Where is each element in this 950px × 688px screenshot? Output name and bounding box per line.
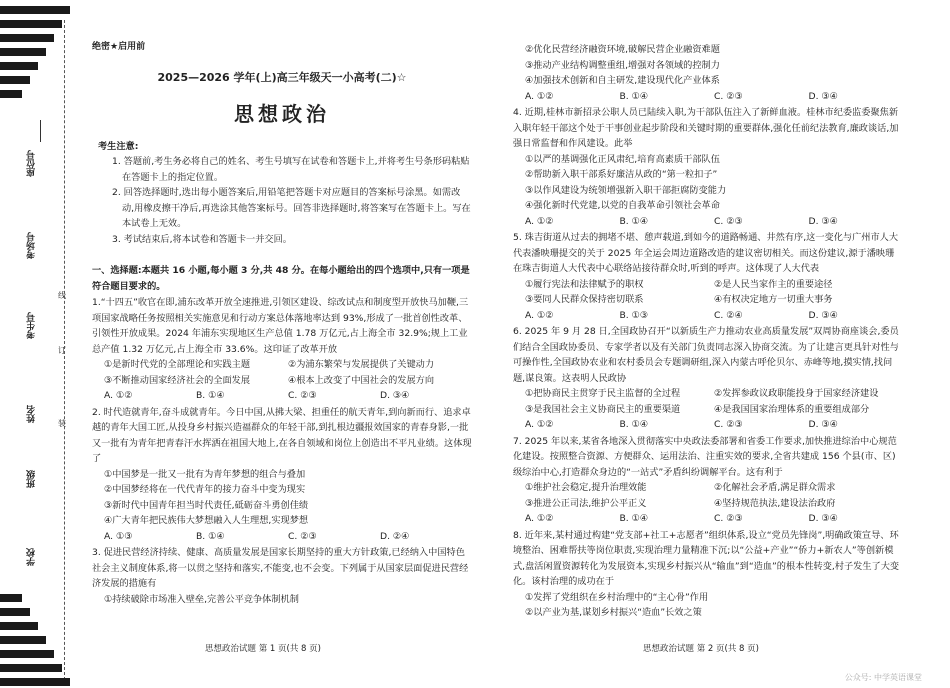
statement-row [525, 480, 903, 496]
question-3 [92, 545, 472, 607]
fill-line [40, 120, 41, 142]
choice-b[interactable]: B. ①④ [196, 390, 225, 401]
statement: ①持续破除市场准入壁垒,完善公平竞争体制机制 [104, 593, 299, 605]
statement-row [525, 386, 903, 402]
question-4 [513, 105, 903, 229]
confidential-mark: 绝密★启用前 [92, 42, 146, 52]
stripe [0, 664, 62, 672]
statement: ①以严的基调强化正风肃纪,培育高素质干部队伍 [525, 153, 720, 165]
stripe [0, 608, 30, 616]
question-stem: 3. 促进民营经济持续、健康、高质量发展是国家长期坚持的重大方针政策,已经纳入中国特色社会主义制度体系,将一以贯之坚持和落实,不能变,也不会变。下列属于从国家层面促进民营经济发展的措施有 [92, 547, 469, 589]
statement: ③要同人民群众保持密切联系 [525, 294, 644, 305]
choice-row [525, 511, 903, 527]
binding-dashed-line [64, 20, 65, 680]
statement: ①履行宪法和法律赋予的职权 [525, 278, 644, 290]
exam-title: 2025—2026 学年(上)高三年级天一小高考(二)☆ [157, 70, 407, 84]
statement: ④根本上改变了中国社会的发展方向 [288, 374, 435, 386]
stripe [0, 678, 70, 686]
statement: ③新时代中国青年担当时代责任,砥砺奋斗勇创佳绩 [104, 499, 309, 511]
question-8 [513, 528, 903, 621]
choice-d[interactable]: D. ③④ [808, 513, 838, 524]
choice-d[interactable]: D. ③④ [808, 309, 838, 321]
stripe [0, 622, 38, 630]
statement-row [104, 357, 472, 373]
statement: ①是新时代党的全部理论和实践主题 [104, 359, 251, 370]
question-6 [513, 324, 903, 433]
choice-row [104, 388, 472, 404]
choice-a[interactable]: A. ①③ [104, 530, 133, 542]
statement: ③是我国社会主义协商民主的重要渠道 [525, 403, 681, 415]
choice-c[interactable]: C. ②③ [288, 390, 317, 401]
statement: ②为浦东繁荣与发展提供了关键动力 [288, 359, 435, 370]
notes-heading: 考生注意: [98, 140, 139, 152]
choice-c[interactable]: C. ②③ [288, 530, 317, 542]
seat-number-label: 座位号 [27, 150, 37, 177]
statement: ③以作风建设为统领增强新入职干部拒腐防变能力 [525, 184, 727, 196]
statement: ②发挥参政议政职能投身于国家经济建设 [714, 388, 879, 399]
choice-d[interactable]: D. ②④ [380, 530, 410, 542]
choice-c[interactable]: C. ②③ [714, 513, 743, 524]
stripe [0, 594, 22, 602]
school-label: 学校 [27, 548, 37, 566]
question-1 [92, 295, 472, 404]
stripe [0, 6, 70, 14]
name-label: 姓名 [27, 405, 37, 423]
choice-d[interactable]: D. ③④ [380, 390, 410, 401]
statement-row [525, 496, 903, 512]
question-stem: 4. 近期,桂林市新招录公职人员已陆续入职,为干部队伍注入了新鲜血液。桂林市纪委监委聚焦新入职年轻干部这个处于干事创业起步阶段和关键时期的重要群体,强化任前纪法教育,廉政谈话,加强日常监督和作风建设。此举 [513, 107, 899, 149]
stripe [0, 76, 30, 84]
choice-a[interactable]: A. ①② [525, 419, 554, 430]
stripe [0, 20, 62, 28]
question-7 [513, 434, 903, 527]
statement: ④有权决定地方一切重大事务 [714, 294, 833, 305]
section-heading: 一、选择题:本题共 16 小题,每小题 3 分,共 48 分。在每小题给出的四个选项中,只有一项是符合题目要求的。 [92, 265, 470, 292]
stripe [0, 34, 54, 42]
page-footer-left: 思想政治试题 第 1 页(共 8 页) [205, 644, 321, 654]
question-stem: 2. 时代造就青年,奋斗成就青年。今日中国,从拂大梁、担重任的航天青年,到向新而行、追求卓越的青年大国工匠,从投身乡村振兴造福群众的年轻干部,到扎根边疆报效国家的青春身影,一批又一批有为青年把青春汗水挥洒在祖国大地上,在各自领域和岗位上创造出不平凡业绩。这体现了 [92, 406, 472, 464]
choice-a[interactable]: A. ①② [525, 309, 554, 321]
choice-c[interactable]: C. ②④ [714, 309, 743, 321]
statement: ④广大青年把民族伟大梦想融入人生理想,实现梦想 [104, 515, 309, 526]
choice-b[interactable]: B. ①③ [619, 309, 649, 321]
statement: ③推进公正司法,维护公平正义 [525, 497, 647, 509]
statement-row [104, 373, 472, 389]
statement: ②帮助新入职干部系好廉洁从政的“第一粒扣子” [525, 169, 718, 180]
choice-b[interactable]: B. ①④ [619, 90, 649, 102]
binding-mark-line: 线 [58, 291, 66, 300]
choice-b[interactable]: B. ①④ [619, 419, 649, 430]
statement: ①维护社会稳定,提升治理效能 [525, 482, 647, 493]
statement: ③推动产业结构调整重组,增强对各领域的控制力 [525, 59, 720, 71]
choice-row [525, 417, 903, 433]
choice-row [104, 529, 472, 545]
question-stem: 1.“十四五”收官在即,浦东改革开放全速推进,引领区建设、综改试点和制度型开放快马加鞭,三项国家战略任务按照相关实施意见和行动方案总体落地率达到 93%,形成了一批首创性改革、引领性开放成果。2024 年浦东实现地区生产总值 1.78 万亿元,占上海全市 32.9%;规上工业总产值 1.32 万亿元,占上海全市 33.6%。这印证了改革开放 [92, 297, 469, 355]
binding-margin [0, 0, 70, 688]
choice-a[interactable]: A. ①② [525, 90, 554, 102]
choice-b[interactable]: B. ①④ [619, 513, 649, 524]
statement: ④是我国国家治理体系的重要组成部分 [714, 403, 870, 415]
statement: ④加强技术创新和自主研发,建设现代化产业体系 [525, 75, 720, 86]
choice-d[interactable]: D. ③④ [808, 419, 838, 430]
watermark: 公众号: 中学英语课堂 [844, 673, 922, 682]
question-stem: 8. 近年来,某村通过构建“党支部+社工+志愿者”组织体系,设立“党员先锋岗”,明确政策宣导、环境整治、困难帮扶等岗位职责,实现治理力量精准下沉;以“公益+产业”“侨力+新农人”等创新模式,盘活闲置资源转化为发展资本,实现乡村振兴从“输血”到“造血”的根本性转变,村子发生了大变化。该村治理的成功在于 [513, 529, 900, 587]
choice-row [525, 214, 903, 230]
page-2 [513, 42, 903, 621]
choice-d[interactable]: D. ③④ [808, 215, 838, 227]
question-stem: 6. 2025 年 9 月 28 日,全国政协召开“以新质生产力推动农业高质量发展”双周协商座谈会,委员们结合全国政协委员、专家学者以及有关部门负责同志深入协商交流。为了让建言更具针对性与可操作性,全国政协农业和农村委员会专题调研组,深入内蒙古呼伦贝尔、赤峰等地,摸实情,找问题,谋良策。这表明人民政协 [513, 326, 899, 384]
choice-row [525, 89, 903, 105]
statement: ③不断推动国家经济社会的全面发展 [104, 374, 251, 386]
exam-room-label: 考场号 [27, 232, 37, 259]
statement-row [525, 277, 903, 293]
page-1 [92, 40, 472, 607]
note-item: 3. 考试结束后,将本试卷和答题卡一并交回。 [112, 233, 292, 245]
choice-c[interactable]: C. ②③ [714, 419, 743, 430]
statement: ①把协商民主贯穿于民主监督的全过程 [525, 388, 681, 399]
statement: ④坚持规范执法,建设法治政府 [714, 497, 836, 509]
statement: ②以产业为基,谋划乡村振兴“造血”长效之策 [525, 607, 702, 618]
note-item: 2. 回答选择题时,选出每小题答案后,用铅笔把答题卡对应题目的答案标号涂黑。如需改动,用橡皮擦干净后,再选涂其他答案标号。回答非选择题时,将答案写在答题卡上。写在本试卷上无效。 [112, 187, 471, 229]
statement: ①发挥了党组织在乡村治理中的“主心骨”作用 [525, 591, 709, 603]
stripe [0, 62, 38, 70]
statement-row [525, 402, 903, 418]
choice-b[interactable]: B. ①④ [196, 530, 225, 542]
choice-d[interactable]: D. ③④ [808, 90, 838, 102]
statement: ④强化新时代党建,以党的自我革命引领社会革命 [525, 200, 720, 211]
choice-a[interactable]: A. ①② [104, 390, 133, 401]
examinee-number-label: 考生号 [27, 312, 37, 339]
stripe [0, 636, 46, 644]
question-stem: 7. 2025 年以来,某省各地深入贯彻落实中央政法委部署和省委工作要求,加快推进综治中心规范化建设。按照整合资源、方便群众、运用法治、注重实效的要求,全省共建成 156 个县(市、区)级综治中心,打造群众身边的“一站式”矛盾纠纷调解平台。这有利于 [513, 435, 897, 478]
choice-row [525, 308, 903, 324]
statement-row [525, 292, 903, 308]
statement: ①中国梦是一批又一批有为青年梦想的组合与叠加 [104, 468, 306, 480]
page-footer-right: 思想政治试题 第 2 页(共 8 页) [643, 644, 759, 654]
statement: ②是人民当家作主的重要途径 [714, 278, 833, 290]
class-label: 班级 [27, 470, 37, 488]
note-item: 1. 答题前,考生务必将自己的姓名、考生号填写在试卷和答题卡上,并将考生号条形码粘贴在答题卡上的指定位置。 [112, 156, 470, 183]
choice-c[interactable]: C. ②③ [714, 215, 743, 227]
subject-title: 思想政治 [234, 102, 330, 126]
question-5 [513, 230, 903, 323]
stripe [0, 650, 54, 658]
statement: ②化解社会矛盾,满足群众需求 [714, 482, 836, 493]
statement: ②优化民营经济融资环境,破解民营企业融资难题 [525, 44, 720, 55]
stripe [0, 48, 46, 56]
choice-c[interactable]: C. ②③ [714, 90, 743, 102]
stripe [0, 90, 22, 98]
choice-a[interactable]: A. ①② [525, 215, 554, 227]
binding-mark-order: 订 [58, 346, 66, 355]
choice-a[interactable]: A. ①② [525, 513, 554, 524]
question-2 [92, 405, 472, 545]
binding-mark-bind: 装 [58, 419, 66, 428]
question-stem: 5. 珠吉街道从过去的拥堵不堪、憩声载道,到如今的道路畅通、井然有序,这一变化与广州市人大代表潘映珊提交的关于 2025 年全运会周边道路改造的建议密切相关。而这份建议,源于潘映珊在珠吉街道人大代表中心联络站接待群众时,听到的呼声。这体现了人大代表 [513, 232, 899, 274]
statement: ②中国梦经将在一代代青年的接力奋斗中变为现实 [104, 484, 306, 495]
choice-b[interactable]: B. ①④ [619, 215, 649, 227]
